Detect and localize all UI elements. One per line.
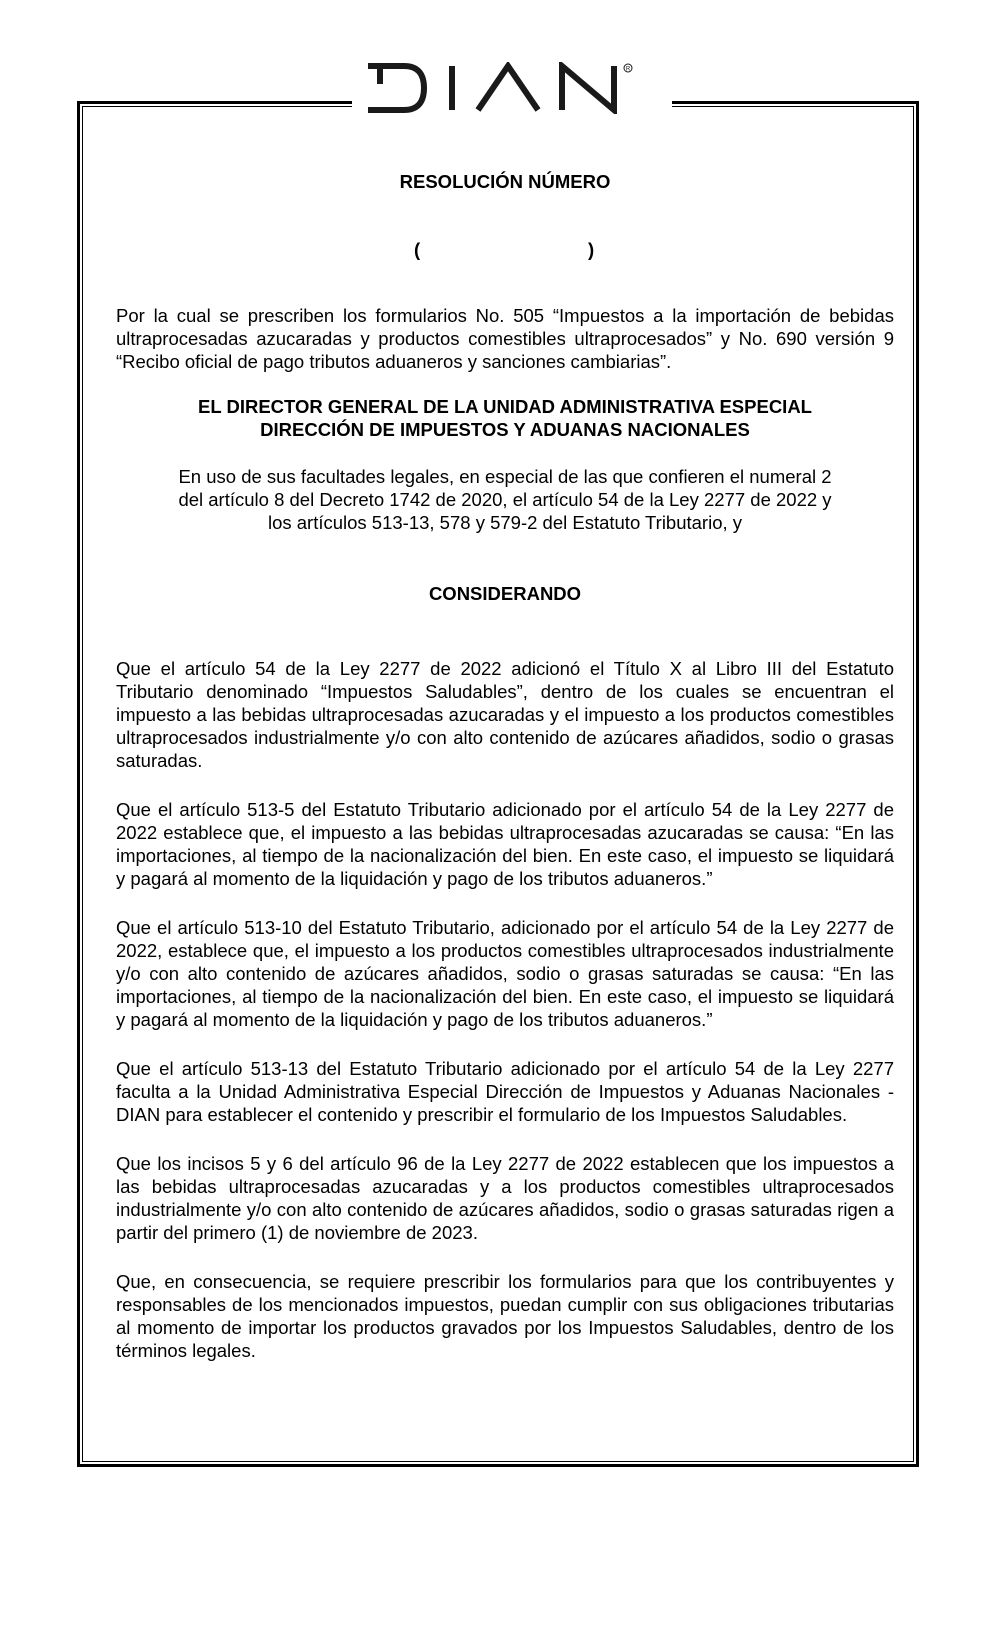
legal-powers: En uso de sus facultades legales, en especial de las que confieren el numeral 2 del artículo 8 del Decreto 1742 de 2020, el artículo 54 de la Ley 2277 de 2022 y los artículos 513-13, 578 y 579-2 del Estatuto Tributario, y: [178, 466, 832, 533]
considerando-paragraph: Que el artículo 513-10 del Estatuto Tributario, adicionado por el artículo 54 de la Ley 2277 de 2022, establece que, el impuesto a los productos comestibles ultraprocesados industrialmente y/o con alto contenido de azúcares añadidos, sodio o grasas saturadas se causa: “En las importaciones, al tiempo de la nacionalización del bien. En este caso, el impuesto se liquidará y pagará al momento de la liquidación y pago de los tributos aduaneros.”: [116, 917, 894, 1030]
dian-logo: [366, 62, 656, 114]
document-body: [116, 170, 894, 1362]
resolution-number-placeholder: [116, 238, 894, 264]
authority-line-1: EL DIRECTOR GENERAL DE LA UNIDAD ADMINISTRATIVA ESPECIAL: [198, 396, 812, 417]
paren-close: ): [588, 239, 595, 260]
svg-text:R: R: [625, 66, 631, 73]
resolution-title: RESOLUCIÓN NÚMERO: [399, 171, 611, 192]
authority-heading: [116, 395, 894, 441]
considerando-paragraph: Que, en consecuencia, se requiere prescribir los formularios para que los contribuyentes y responsables de los mencionados impuestos, puedan cumplir con sus obligaciones tributarias al momento de importar los productos gravados por los Impuestos Saludables, dentro de los términos legales.: [116, 1271, 894, 1361]
considerando-heading: CONSIDERANDO: [428, 583, 582, 604]
authority-line-2: DIRECCIÓN DE IMPUESTOS Y ADUANAS NACIONALES: [260, 419, 750, 440]
paren-open: (: [414, 239, 421, 260]
considerando-paragraph: Que el artículo 54 de la Ley 2277 de 2022 adicionó el Título X al Libro III del Estatuto Tributario denominado “Impuestos Saludables”, dentro de los cuales se encuentran el impuesto a las bebidas ultraprocesadas azucaradas y el impuesto a los productos comestibles ultraprocesados industrialmente y/o con alto contenido de azúcares añadidos, sodio o grasas saturadas.: [116, 658, 894, 771]
considerando-paragraph: Que el artículo 513-5 del Estatuto Tributario adicionado por el artículo 54 de la Ley 2277 de 2022 establece que, el impuesto a las bebidas ultraprocesadas azucaradas se causa: “En las importaciones, al tiempo de la nacionalización del bien. En este caso, el impuesto se liquidará y pagará al momento de la liquidación y pago de los tributos aduaneros.”: [116, 799, 894, 889]
considerando-paragraph: Que el artículo 513-13 del Estatuto Tributario adicionado por el artículo 54 de la Ley 2277 faculta a la Unidad Administrativa Especial Dirección de Impuestos y Aduanas Nacionales -DIAN para establecer el contenido y prescribir el formulario de los Impuestos Saludables.: [116, 1058, 894, 1125]
resolution-summary: Por la cual se prescriben los formularios No. 505 “Impuestos a la importación de bebidas ultraprocesadas azucaradas y productos comestibles ultraprocesados” y No. 690 versión 9 “Recibo oficial de pago tributos aduaneros y sanciones cambiarias”.: [116, 305, 894, 372]
considerando-paragraph: Que los incisos 5 y 6 del artículo 96 de la Ley 2277 de 2022 establecen que los impuestos a las bebidas ultraprocesadas azucaradas y a los productos comestibles ultraprocesados industrialmente y/o con alto contenido de azúcares añadidos, sodio o grasas saturadas rigen a partir del primero (1) de noviembre de 2023.: [116, 1153, 894, 1243]
